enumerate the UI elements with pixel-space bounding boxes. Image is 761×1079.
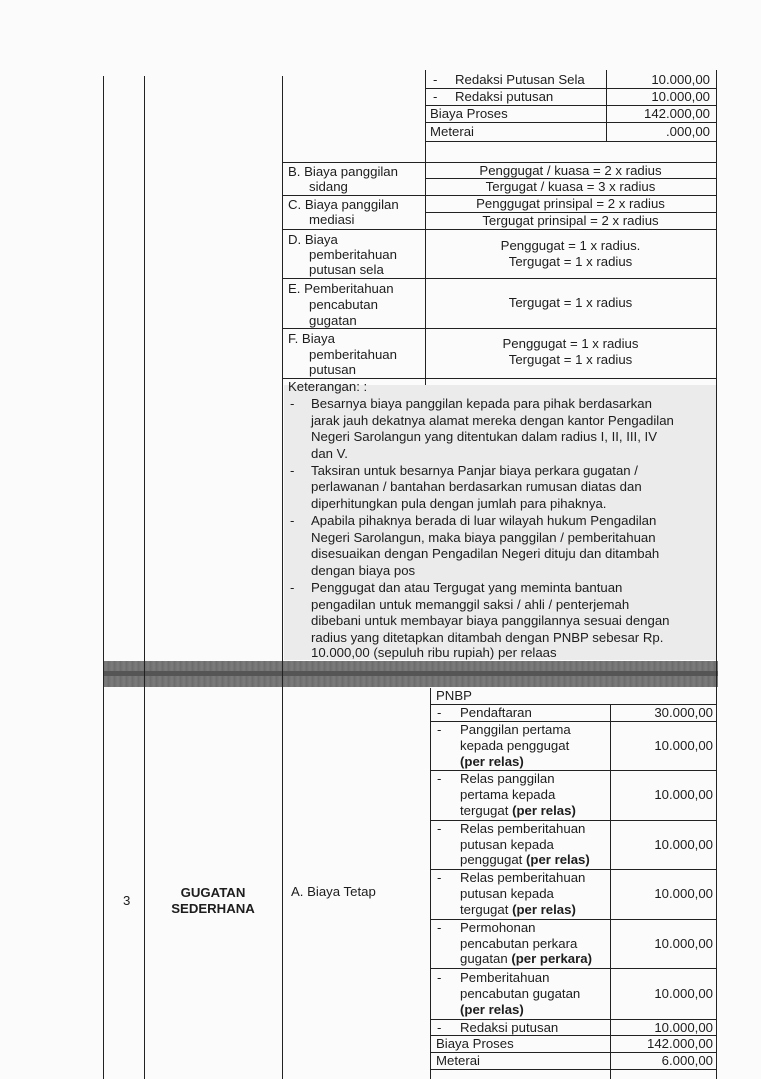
note-line: dan V.	[311, 446, 348, 461]
fee-item-unit: (per perkara)	[511, 951, 592, 966]
fee-item: tergugat (per relas)	[460, 902, 576, 917]
note-line: jarak jauh dekatnya alamat mereka dengan kantor Pengadilan	[311, 413, 674, 428]
fee-rule: Tergugat = 1 x radius	[508, 352, 633, 367]
section-number: 3	[123, 893, 131, 908]
row-line	[282, 278, 716, 279]
cost-label: Redaksi Putusan Sela	[455, 72, 585, 87]
fee-label: D. Biaya	[288, 232, 338, 247]
fee-item: pencabutan perkara	[460, 936, 578, 951]
fee-item: Relas pemberitahuan	[460, 821, 586, 836]
pnbp-label: PNBP	[436, 688, 472, 703]
fee-item: gugatan (per perkara)	[460, 951, 592, 966]
fee-rule: Penggugat / kuasa = 2 x radius	[479, 163, 662, 178]
list-dash: -	[437, 821, 442, 836]
note-line: 10.000,00 (sepuluh ribu rupiah) per relaas	[311, 645, 557, 660]
fee-label: pemberitahuan	[309, 247, 397, 262]
list-dash: -	[290, 463, 295, 478]
note-line: Besarnya biaya panggilan kepada para pihak berdasarkan	[311, 396, 652, 411]
cost-amount: 10.000,00	[651, 89, 710, 104]
fee-label: putusan sela	[309, 262, 384, 277]
fee-label: C. Biaya panggilan	[288, 197, 399, 212]
list-dash: -	[437, 722, 442, 737]
list-dash: -	[290, 513, 295, 528]
fee-label: gugatan	[309, 313, 357, 328]
list-dash: -	[433, 89, 438, 104]
section-separator-line	[103, 671, 718, 676]
fee-label: sidang	[309, 179, 348, 194]
table-border-right	[716, 70, 717, 1079]
fee-item: Relas pemberitahuan	[460, 870, 586, 885]
fee-amount: 6.000,00	[661, 1053, 713, 1068]
note-line: Negeri Sarolangun, maka biaya panggilan / pemberitahuan	[311, 530, 656, 545]
fee-item: Panggilan pertama	[460, 722, 571, 737]
fee-rule: Penggugat = 1 x radius	[502, 336, 639, 351]
fee-item-unit: (per relas)	[460, 754, 524, 769]
section-title: GUGATAN	[180, 885, 246, 900]
fee-amount: 10.000,00	[654, 787, 713, 802]
fee-label: F. Biaya	[288, 331, 335, 346]
fee-amount: 10.000,00	[654, 1020, 713, 1035]
fee-label: pencabutan	[309, 297, 378, 312]
row-line	[430, 1069, 716, 1070]
fee-amount: 10.000,00	[654, 886, 713, 901]
category-label: A. Biaya Tetap	[291, 884, 376, 899]
fee-amount: 10.000,00	[654, 837, 713, 852]
fee-rule: Penggugat = 1 x radius.	[500, 238, 641, 253]
fee-item-unit: (per relas)	[512, 902, 576, 917]
fee-label: pemberitahuan	[309, 347, 397, 362]
fee-item: pencabutan gugatan	[460, 986, 581, 1001]
list-dash: -	[437, 870, 442, 885]
list-dash: -	[437, 705, 442, 720]
fee-item: Pendaftaran	[460, 705, 532, 720]
list-dash: -	[437, 970, 442, 985]
fee-item: Biaya Proses	[436, 1036, 514, 1051]
cost-amount: .000,00	[666, 124, 710, 139]
list-dash: -	[433, 72, 438, 87]
note-line: pengadilan untuk memanggil saksi / ahli / penterjemah	[311, 597, 630, 612]
list-dash: -	[437, 1020, 442, 1035]
column-divider-title	[282, 76, 283, 1079]
fee-item: putusan kepada	[460, 837, 554, 852]
fee-item: Pemberitahuan	[460, 970, 550, 985]
cost-label: Redaksi putusan	[455, 89, 554, 104]
fee-label: E. Pemberitahuan	[288, 281, 394, 296]
note-line: Penggugat dan atau Tergugat yang meminta bantuan	[311, 580, 623, 595]
fee-amount: 10.000,00	[654, 738, 713, 753]
fee-item: putusan kepada	[460, 886, 554, 901]
note-line: Taksiran untuk besarnya Panjar biaya perkara gugatan /	[311, 463, 638, 478]
notes-title: Keterangan: :	[288, 379, 368, 394]
fee-rule: Tergugat prinsipal = 2 x radius	[482, 213, 659, 228]
row-line	[430, 968, 716, 969]
fee-item-unit: (per relas)	[512, 803, 576, 818]
note-line: dibebani untuk membayar biaya panggilannya sesuai dengan	[311, 613, 670, 628]
note-line: disesuaikan dengan Pengadilan Negeri dituju dan ditambah	[311, 546, 660, 561]
fee-amount: 10.000,00	[654, 986, 713, 1001]
fee-amount: 10.000,00	[654, 936, 713, 951]
fee-item-unit: (per relas)	[526, 852, 590, 867]
fee-item: kepada penggugat	[460, 738, 570, 753]
note-line: Apabila pihaknya berada di luar wilayah hukum Pengadilan	[311, 513, 657, 528]
fee-label: mediasi	[309, 212, 355, 227]
note-line: radius yang ditetapkan ditambah dengan PNBP sebesar Rp.	[311, 630, 664, 645]
note-line: diperhitungkan pula dengan jumlah para pihaknya.	[311, 496, 607, 511]
column-divider-number	[144, 76, 145, 1079]
table-border-left	[103, 76, 104, 1079]
row-line	[425, 122, 716, 123]
fee-label: B. Biaya panggilan	[288, 164, 398, 179]
list-dash: -	[437, 920, 442, 935]
fee-item: Meterai	[436, 1053, 480, 1068]
list-dash: -	[437, 771, 442, 786]
fee-rule: Tergugat = 1 x radius	[508, 295, 633, 310]
fee-item: Redaksi putusan	[460, 1020, 559, 1035]
fee-rule: Tergugat / kuasa = 3 x radius	[485, 179, 656, 194]
fee-item: penggugat (per relas)	[460, 852, 590, 867]
note-line: perlawanan / bantahan berdasarkan rumusan diatas dan	[311, 479, 642, 494]
column-divider-category	[430, 688, 431, 1079]
fee-item: tergugat (per relas)	[460, 803, 576, 818]
fee-amount: 30.000,00	[654, 705, 713, 720]
cost-label: Biaya Proses	[430, 106, 508, 121]
list-dash: -	[290, 396, 295, 411]
fee-item-unit: (per relas)	[460, 1002, 524, 1017]
fee-rule: Tergugat = 1 x radius	[508, 254, 633, 269]
row-line	[425, 141, 716, 142]
note-line: Negeri Sarolangun yang ditentukan dalam radius I, II, III, IV	[311, 429, 658, 444]
fee-label: putusan	[309, 362, 356, 377]
note-line: dengan biaya pos	[311, 563, 416, 578]
section-title: SEDERHANA	[171, 901, 255, 916]
fee-item: Relas panggilan	[460, 771, 555, 786]
cost-amount: 10.000,00	[651, 72, 710, 87]
fee-item: Permohonan	[460, 920, 536, 935]
fee-item: pertama kepada	[460, 787, 556, 802]
cost-amount: 142.000,00	[643, 106, 710, 121]
row-line	[282, 229, 716, 230]
fee-amount: 142.000,00	[646, 1036, 713, 1051]
list-dash: -	[290, 580, 295, 595]
cost-label: Meterai	[430, 124, 474, 139]
fee-rule: Penggugat prinsipal = 2 x radius	[476, 196, 665, 211]
